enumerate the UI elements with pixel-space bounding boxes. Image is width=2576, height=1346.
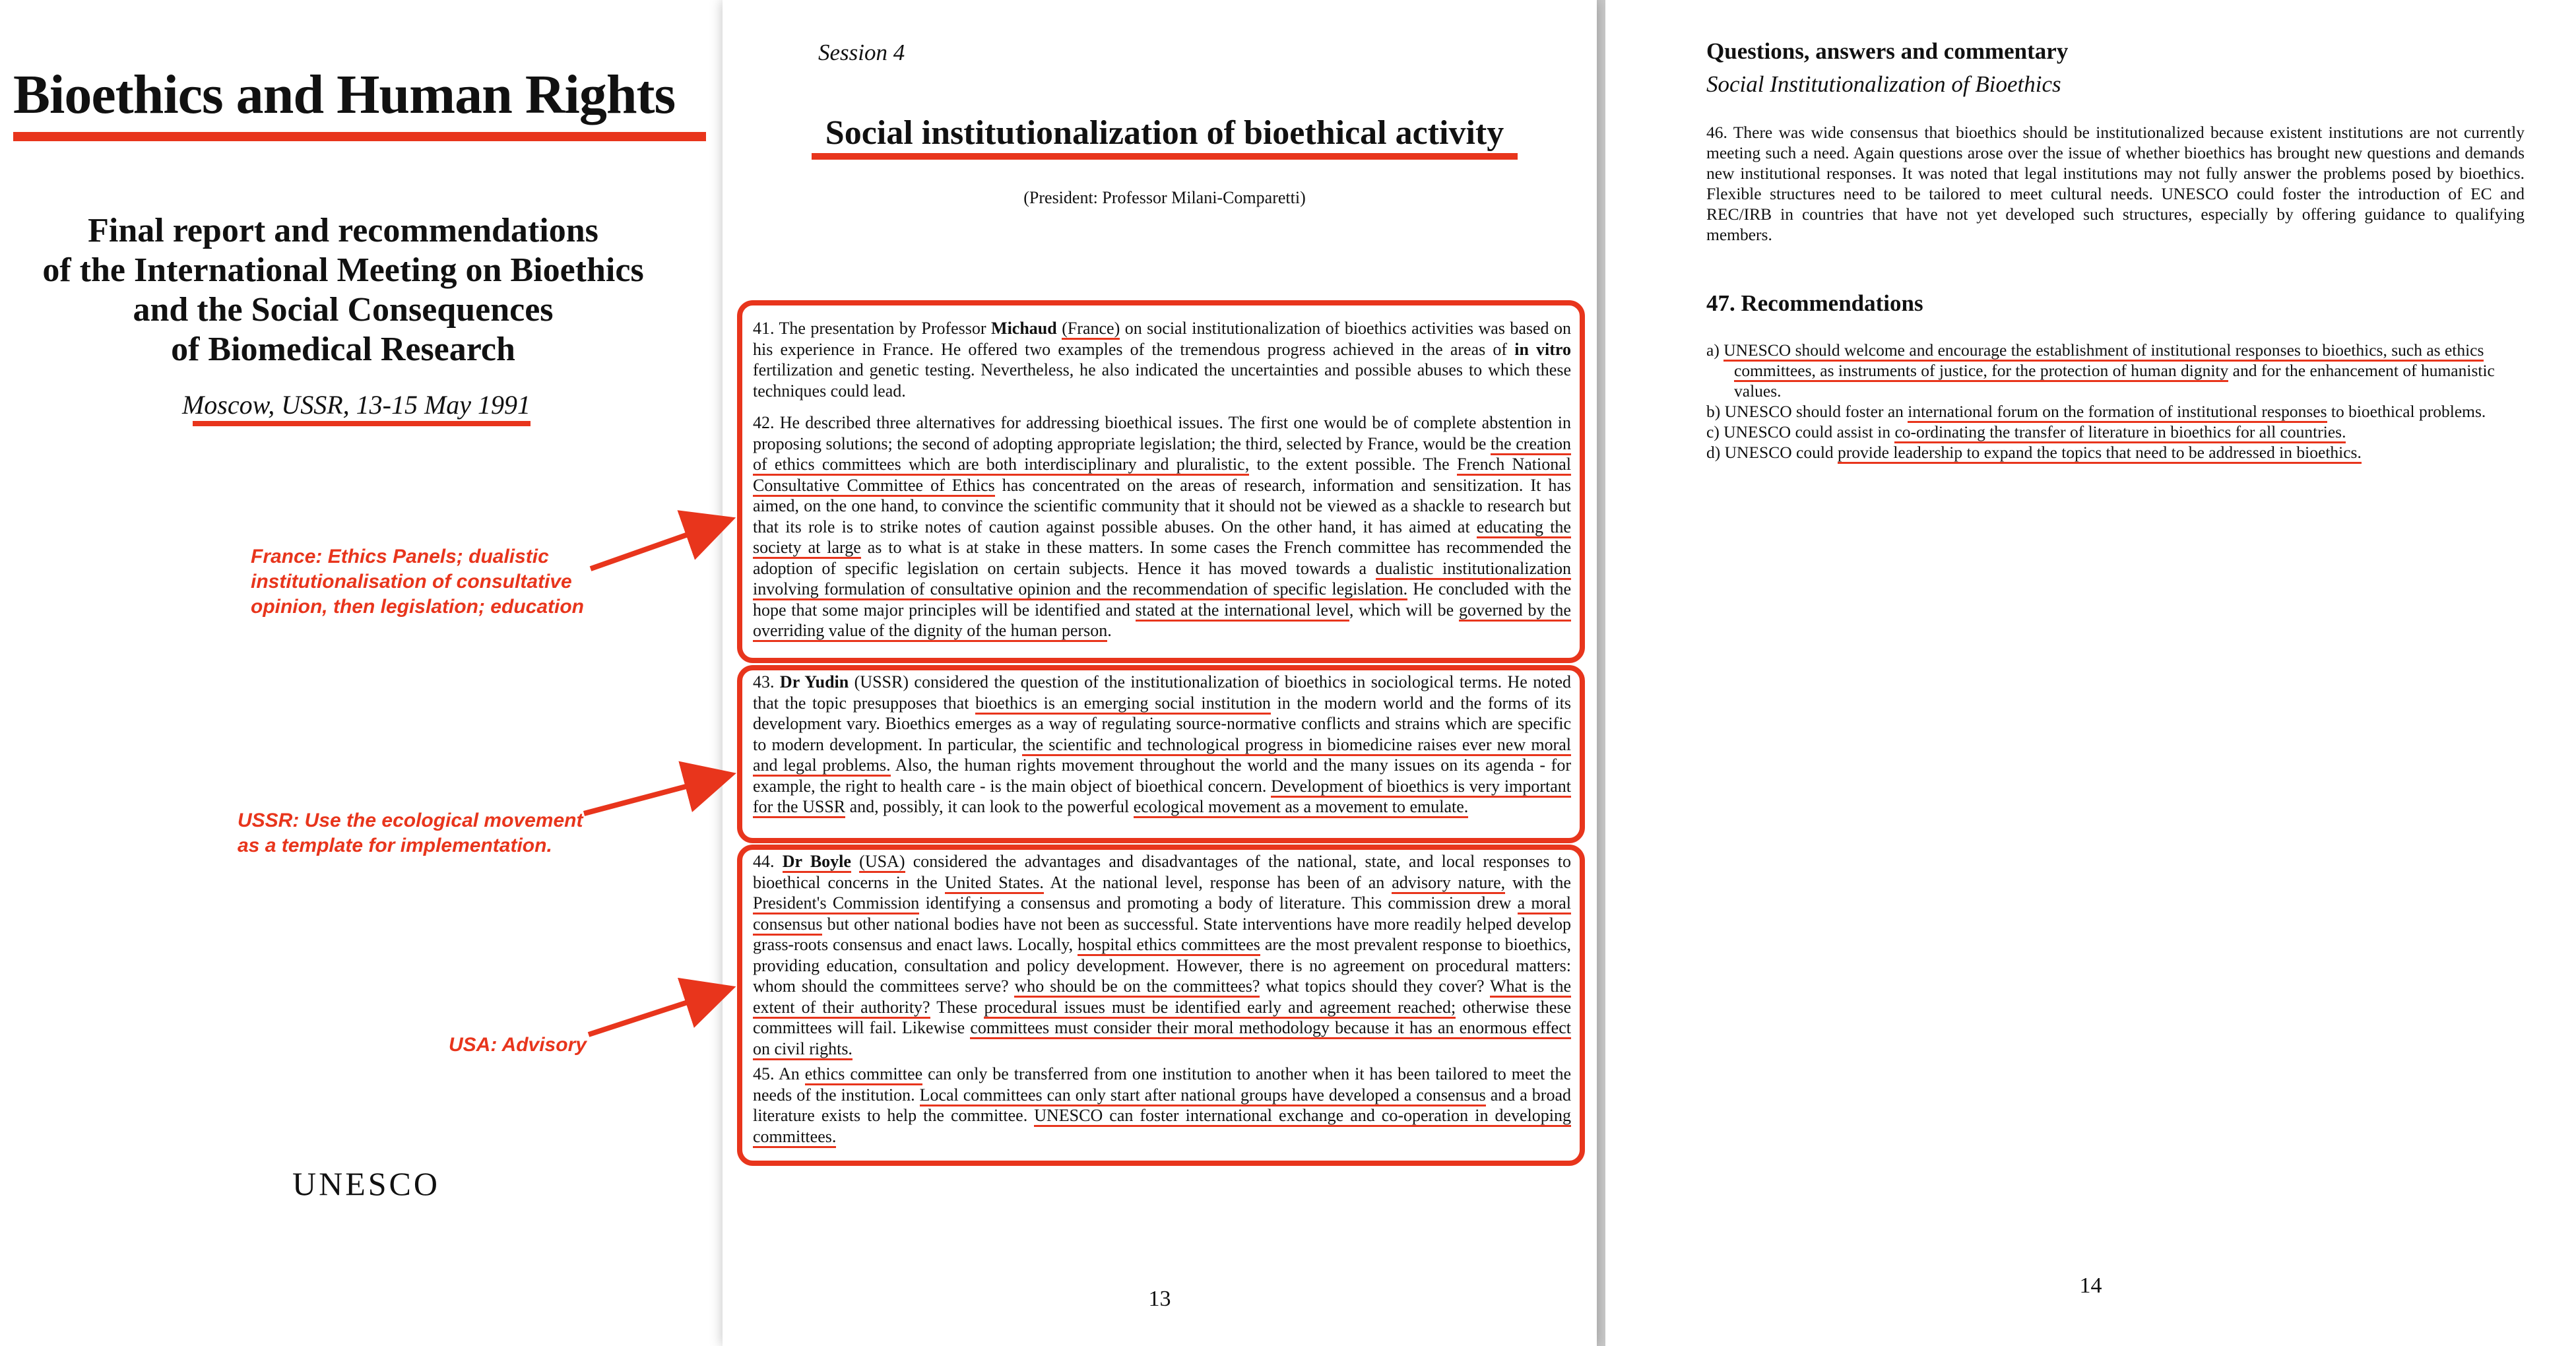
arrow-usa xyxy=(589,993,716,1035)
cover-publisher: UNESCO xyxy=(292,1165,441,1202)
annotation-france: France: Ethics Panels; dualistic institutionalisation of consultative opinion, then legislation; education xyxy=(251,546,584,618)
annotation-ussr: USSR: Use the ecological movement as a template for implementation. xyxy=(238,810,583,856)
paragraph-42: 42. He described three alternatives for addressing bioethical issues. The first one would be of complete abstention in proposing solutions; the second of adopting appropriate legislation; the third, selected by France, would be the creation of ethics committees which are both interdisciplinary and pluralistic, to the extent possible. The French National Consultative Committee of Ethics has concentrated on the areas of research, information and sensitization. It has aimed, on the one hand, to convince the scientific community that it should not be viewed as a shackle to research but that its role is to strike notes of caution against possible abuses. On the other hand, it has aimed at educating the society at large as to what is at stake in these matters. In some cases the French committee has recommended the adoption of specific legislation on certain subjects. Hence it has moved towards a dualistic institutionalization involving formulation of consultative opinion and the recommendation of specific legislation. He concluded with the hope that some major principles will be identified and stated at the international level, which will be governed by the overriding value of the dignity of the human person. xyxy=(753,412,1571,641)
recommendation-d: d) UNESCO could provide leadership to expand the topics that need to be addressed in bioethics. xyxy=(1706,442,2525,463)
recommendations-heading: 47. Recommendations xyxy=(1706,290,1923,316)
session-president: (President: Professor Milani-Comparetti) xyxy=(1023,188,1306,207)
subtitle-line: of Biomedical Research xyxy=(171,331,515,368)
page-number: 14 xyxy=(2079,1273,2102,1298)
paragraph-44: 44. Dr Boyle (USA) considered the advantages and disadvantages of the national, state, and local responses to bioethical concerns in the United States. At the national level, response has been of an advisory nature, with the President's Commission identifying a consensus and promoting a body of literature. This commission drew a moral consensus but other national bodies have not been as successful. State interventions have more readily helped develop grass-roots consensus and enact laws. Locally, hospital ethics committees are the most prevalent response to bioethics, providing education, consultation and policy development. However, there is no agreement on procedural matters: whom should the committees serve? who should be on the committees? what topics should they cover? What is the extent of their authority? These procedural issues must be identified early and agreement reached; otherwise these committees will fail. Likewise committees must consider their moral methodology because it has an enormous effect on civil rights. xyxy=(753,851,1571,1059)
page-number: 13 xyxy=(1148,1287,1171,1311)
paragraph-41: 41. The presentation by Professor Michaud (France) on social institutionalization of bioethics activities was based on his experience in France. He offered two examples of the tremendous progress achieved in the areas of in vitro fertilization and genetic testing. Nevertheless, he also indicated the uncertainties and possible abuses to which these techniques could lead. xyxy=(753,319,1572,401)
arrow-ussr xyxy=(584,779,716,814)
page-title: Social institutionalization of bioethical activity xyxy=(825,114,1504,152)
arrow-france xyxy=(591,525,716,569)
paragraph-46: 46. There was wide consensus that bioethics should be institutionalized because existent institutions are not currently meeting such a need. Again questions arose over the issue of whether bioethics has brought new questions and demands new institutional responses. It was noted that legal institutions may not fully answer the problems posed by bioethics. Flexible structures need to be tailored to meet cultural needs. UNESCO could foster the introduction of EC and REC/IRB in countries that have not yet developed such structures, especially by offering guidance to qualifying members. xyxy=(1706,123,2525,244)
cover-date: Moscow, USSR, 13-15 May 1991 xyxy=(181,390,531,420)
section-heading: Questions, answers and commentary xyxy=(1706,38,2069,64)
recommendation-b: b) UNESCO should foster an international forum on the formation of institutional responses to bioethical problems. xyxy=(1706,401,2525,422)
paragraph-45: 45. An ethics committee can only be transferred from one institution to another when it has been tailored to meet the needs of the institution. Local committees can only start after national groups have developed a consensus and a broad literature exists to help the committee. UNESCO can foster international exchange and co-operation in developing committees. xyxy=(753,1064,1571,1147)
cover-title: Bioethics and Human Rights xyxy=(13,64,676,125)
section-subheading: Social Institutionalization of Bioethics xyxy=(1706,71,2061,97)
subtitle-line: of the International Meeting on Bioethics xyxy=(42,251,644,289)
annotation-usa: USA: Advisory xyxy=(449,1034,587,1056)
session-label: Session 4 xyxy=(818,40,905,65)
recommendation-c: c) UNESCO could assist in co-ordinating the transfer of literature in bioethics for all countries. xyxy=(1706,422,2525,442)
recommendation-a: a) UNESCO should welcome and encourage the establishment of institutional responses to bioethics, such as ethics committees, as instruments of justice, for the protection of human dignity and for the enhancement of humanistic values. xyxy=(1706,340,2495,401)
subtitle-line: and the Social Consequences xyxy=(133,291,554,329)
subtitle-line: Final report and recommendations xyxy=(88,212,598,249)
paragraph-43: 43. Dr Yudin (USSR) considered the question of the institutionalization of bioethics in sociological terms. He noted that the topic presupposes that bioethics is an emerging social institution in the modern world and the forms of its development vary. Bioethics emerges as a way of regulating source-normative conflicts and strains which are specific to modern development. In particular, the scientific and technological progress in biomedicine raises ever new moral and legal problems. Also, the human rights movement throughout the world and the many issues on its agenda - for example, the right to health care - is the main object of bioethical concern. Development of bioethics is very important for the USSR and, possibly, it can look to the powerful ecological movement as a movement to emulate. xyxy=(753,672,1571,817)
